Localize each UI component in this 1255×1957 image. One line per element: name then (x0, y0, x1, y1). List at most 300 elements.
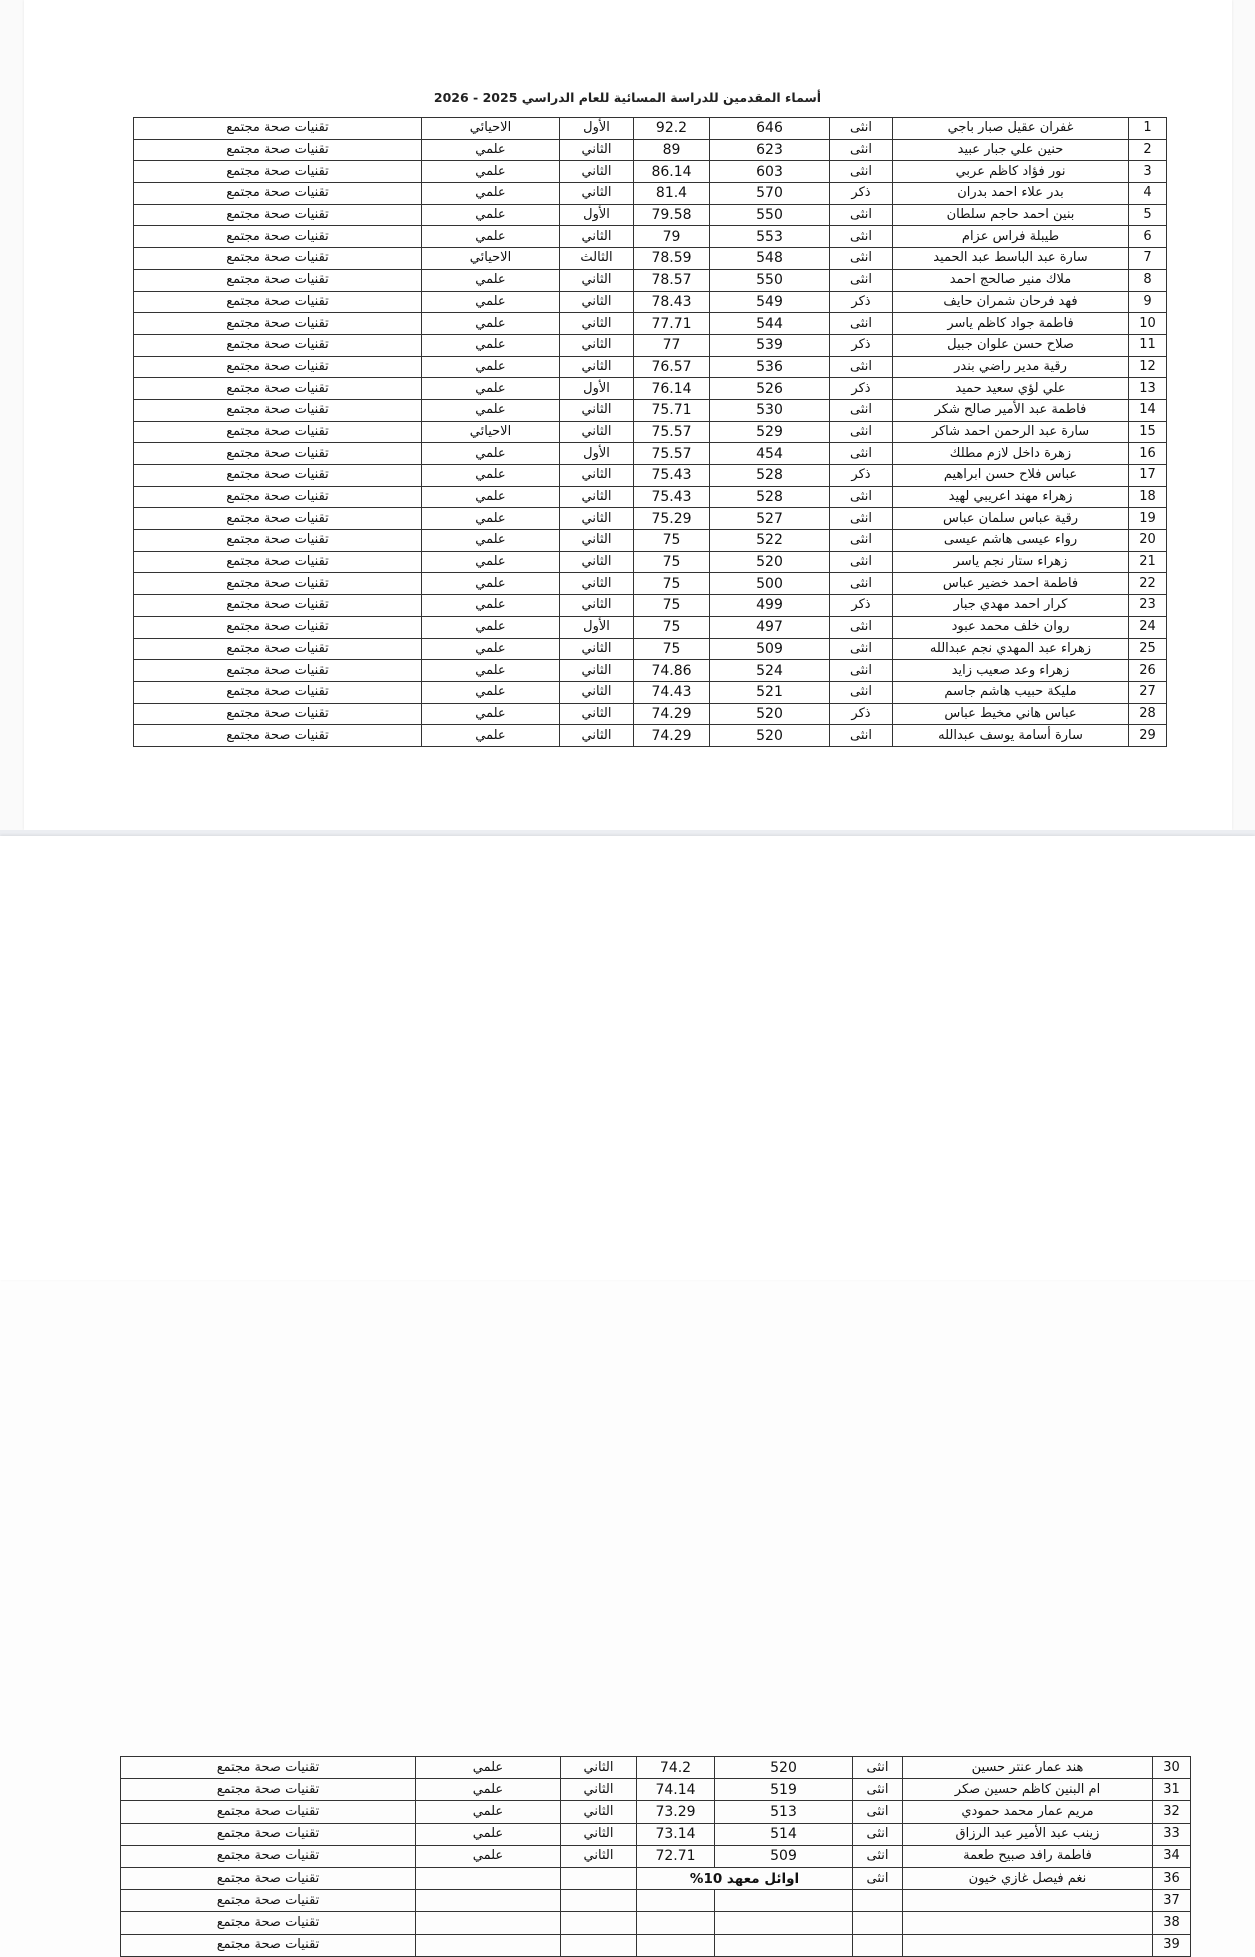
department-cell: تقنيات صحة مجتمع (134, 486, 422, 508)
total-score-cell: 528 (710, 465, 830, 487)
total-score-cell: 570 (710, 183, 830, 205)
branch-cell: علمي (422, 508, 560, 530)
row-number-cell: 4 (1129, 183, 1167, 205)
round-cell (561, 1934, 637, 1956)
row-number-cell: 32 (1153, 1801, 1191, 1823)
table-row (134, 530, 1167, 552)
branch-cell: علمي (422, 595, 560, 617)
gender-cell (853, 1934, 903, 1956)
department-cell: تقنيات صحة مجتمع (134, 378, 422, 400)
table-row (121, 1890, 1191, 1912)
row-number-cell: 28 (1129, 703, 1167, 725)
round-cell: الثاني (560, 226, 634, 248)
student-name-cell: زهراء مهند اعريبي لهيد (893, 486, 1129, 508)
table-row (134, 139, 1167, 161)
student-name-cell: ملاك منير صالحج احمد (893, 269, 1129, 291)
student-name-cell: مريم عمار محمد حمودي (903, 1801, 1153, 1823)
branch-cell: علمي (416, 1823, 561, 1845)
student-name-cell: زهراء ستار نجم ياسر (893, 551, 1129, 573)
department-cell: تقنيات صحة مجتمع (134, 703, 422, 725)
note-merged-cell: اوائل معهد 10% (637, 1867, 853, 1889)
row-number-cell: 20 (1129, 530, 1167, 552)
row-number-cell: 38 (1153, 1912, 1191, 1934)
student-name-cell: فاطمة احمد خضير عباس (893, 573, 1129, 595)
student-name-cell: هند عمار عنتر حسين (903, 1757, 1153, 1779)
department-cell: تقنيات صحة مجتمع (134, 725, 422, 747)
total-score-cell (715, 1890, 853, 1912)
table-row (134, 204, 1167, 226)
row-number-cell: 21 (1129, 551, 1167, 573)
student-name-cell: فاطمة عبد الأمير صالح شكر (893, 399, 1129, 421)
round-cell: الثاني (560, 551, 634, 573)
average-cell: 81.4 (634, 183, 710, 205)
applicants-table-page-2 (120, 1756, 1191, 1957)
student-name-cell: سارة عبد الباسط عبد الحميد (893, 248, 1129, 270)
gender-cell: انثى (830, 573, 893, 595)
student-name-cell (903, 1912, 1153, 1934)
average-cell: 77.71 (634, 313, 710, 335)
row-number-cell: 19 (1129, 508, 1167, 530)
branch-cell: علمي (422, 313, 560, 335)
total-score-cell: 520 (715, 1757, 853, 1779)
row-number-cell: 30 (1153, 1757, 1191, 1779)
total-score-cell: 549 (710, 291, 830, 313)
branch-cell: علمي (416, 1757, 561, 1779)
round-cell: الثاني (560, 638, 634, 660)
department-cell: تقنيات صحة مجتمع (134, 183, 422, 205)
branch-cell: علمي (422, 334, 560, 356)
document-page-2 (0, 836, 1255, 1953)
average-cell: 79 (634, 226, 710, 248)
table-row (134, 443, 1167, 465)
department-cell: تقنيات صحة مجتمع (121, 1934, 416, 1956)
round-cell: الثاني (560, 139, 634, 161)
round-cell: الثاني (560, 508, 634, 530)
round-cell: الثاني (560, 334, 634, 356)
table-row (134, 421, 1167, 443)
row-number-cell: 26 (1129, 660, 1167, 682)
average-cell: 75 (634, 595, 710, 617)
table-row (134, 118, 1167, 140)
department-cell: تقنيات صحة مجتمع (121, 1867, 416, 1889)
round-cell: الأول (560, 204, 634, 226)
branch-cell (416, 1867, 561, 1889)
total-score-cell: 646 (710, 118, 830, 140)
table-row (134, 616, 1167, 638)
round-cell: الثاني (560, 399, 634, 421)
table-row (134, 291, 1167, 313)
table-row (121, 1801, 1191, 1823)
total-score-cell: 529 (710, 421, 830, 443)
branch-cell: علمي (422, 161, 560, 183)
total-score-cell: 497 (710, 616, 830, 638)
row-number-cell: 6 (1129, 226, 1167, 248)
average-cell: 75 (634, 616, 710, 638)
gender-cell: انثى (830, 486, 893, 508)
row-number-cell: 23 (1129, 595, 1167, 617)
table-row (121, 1867, 1191, 1889)
branch-cell: علمي (422, 465, 560, 487)
department-cell: تقنيات صحة مجتمع (121, 1823, 416, 1845)
gender-cell: انثى (830, 161, 893, 183)
student-name-cell: علي لؤي سعيد حميد (893, 378, 1129, 400)
student-name-cell: سارة أسامة يوسف عبدالله (893, 725, 1129, 747)
department-cell: تقنيات صحة مجتمع (134, 508, 422, 530)
department-cell: تقنيات صحة مجتمع (134, 139, 422, 161)
average-cell: 73.14 (637, 1823, 715, 1845)
table-row (134, 638, 1167, 660)
department-cell: تقنيات صحة مجتمع (134, 595, 422, 617)
gender-cell: انثى (830, 681, 893, 703)
branch-cell: علمي (422, 660, 560, 682)
table-row (121, 1934, 1191, 1956)
table-row (134, 725, 1167, 747)
total-score-cell: 524 (710, 660, 830, 682)
gender-cell: انثى (830, 421, 893, 443)
department-cell: تقنيات صحة مجتمع (134, 530, 422, 552)
student-name-cell: بدر علاء احمد بدران (893, 183, 1129, 205)
gender-cell: انثى (830, 204, 893, 226)
branch-cell (416, 1912, 561, 1934)
gender-cell: انثى (853, 1757, 903, 1779)
average-cell: 74.14 (637, 1779, 715, 1801)
average-cell: 75.43 (634, 486, 710, 508)
round-cell: الأول (560, 118, 634, 140)
table-row (134, 161, 1167, 183)
round-cell: الثاني (560, 356, 634, 378)
row-number-cell: 39 (1153, 1934, 1191, 1956)
round-cell: الثاني (560, 421, 634, 443)
department-cell: تقنيات صحة مجتمع (134, 638, 422, 660)
table-row (134, 703, 1167, 725)
round-cell: الأول (560, 443, 634, 465)
table-row (121, 1757, 1191, 1779)
row-number-cell: 9 (1129, 291, 1167, 313)
department-cell: تقنيات صحة مجتمع (134, 313, 422, 335)
student-name-cell: فهد فرحان شمران حايف (893, 291, 1129, 313)
department-cell: تقنيات صحة مجتمع (134, 660, 422, 682)
student-name-cell: غفران عقيل صبار باجي (893, 118, 1129, 140)
department-cell: تقنيات صحة مجتمع (134, 334, 422, 356)
department-cell: تقنيات صحة مجتمع (121, 1890, 416, 1912)
row-number-cell: 12 (1129, 356, 1167, 378)
student-name-cell: رقية مدير راضي بندر (893, 356, 1129, 378)
branch-cell: علمي (422, 269, 560, 291)
department-cell: تقنيات صحة مجتمع (134, 269, 422, 291)
round-cell: الثاني (561, 1823, 637, 1845)
department-cell: تقنيات صحة مجتمع (134, 204, 422, 226)
round-cell: الثاني (560, 725, 634, 747)
department-cell: تقنيات صحة مجتمع (134, 399, 422, 421)
total-score-cell: 539 (710, 334, 830, 356)
branch-cell: علمي (422, 681, 560, 703)
average-cell: 75.57 (634, 421, 710, 443)
student-name-cell: عباس فلاح حسن ابراهيم (893, 465, 1129, 487)
average-cell: 86.14 (634, 161, 710, 183)
department-cell: تقنيات صحة مجتمع (134, 616, 422, 638)
average-cell: 75 (634, 573, 710, 595)
row-number-cell: 8 (1129, 269, 1167, 291)
department-cell: تقنيات صحة مجتمع (134, 443, 422, 465)
branch-cell: علمي (422, 183, 560, 205)
branch-cell: الاحيائي (422, 248, 560, 270)
total-score-cell: 520 (710, 551, 830, 573)
table-row (134, 378, 1167, 400)
average-cell: 92.2 (634, 118, 710, 140)
department-cell: تقنيات صحة مجتمع (134, 573, 422, 595)
total-score-cell: 530 (710, 399, 830, 421)
branch-cell: علمي (416, 1845, 561, 1867)
gender-cell: ذكر (830, 703, 893, 725)
round-cell: الثاني (560, 291, 634, 313)
department-cell: تقنيات صحة مجتمع (134, 356, 422, 378)
student-name-cell: بنين احمد حاجم سلطان (893, 204, 1129, 226)
round-cell: الثاني (560, 660, 634, 682)
table-row (134, 573, 1167, 595)
row-number-cell: 36 (1153, 1867, 1191, 1889)
row-number-cell: 14 (1129, 399, 1167, 421)
gender-cell: ذكر (830, 291, 893, 313)
student-name-cell (903, 1890, 1153, 1912)
average-cell: 75.43 (634, 465, 710, 487)
round-cell: الثاني (561, 1779, 637, 1801)
average-cell: 75 (634, 638, 710, 660)
table-row (134, 508, 1167, 530)
total-score-cell: 550 (710, 204, 830, 226)
branch-cell: علمي (422, 226, 560, 248)
round-cell: الثاني (560, 486, 634, 508)
row-number-cell: 3 (1129, 161, 1167, 183)
row-number-cell: 11 (1129, 334, 1167, 356)
department-cell: تقنيات صحة مجتمع (134, 226, 422, 248)
student-name-cell: كرار احمد مهدي جبار (893, 595, 1129, 617)
department-cell: تقنيات صحة مجتمع (134, 161, 422, 183)
gender-cell: انثى (830, 508, 893, 530)
gender-cell: انثى (853, 1867, 903, 1889)
round-cell (561, 1912, 637, 1934)
row-number-cell: 13 (1129, 378, 1167, 400)
student-name-cell: زهرة داخل لازم مطلك (893, 443, 1129, 465)
total-score-cell: 513 (715, 1801, 853, 1823)
gender-cell: انثى (830, 551, 893, 573)
branch-cell: علمي (422, 291, 560, 313)
table-row (134, 334, 1167, 356)
branch-cell: علمي (422, 551, 560, 573)
average-cell: 78.43 (634, 291, 710, 313)
round-cell: الأول (560, 616, 634, 638)
gender-cell: ذكر (830, 334, 893, 356)
total-score-cell: 500 (710, 573, 830, 595)
row-number-cell: 34 (1153, 1845, 1191, 1867)
row-number-cell: 16 (1129, 443, 1167, 465)
branch-cell: علمي (422, 573, 560, 595)
table-row (134, 551, 1167, 573)
branch-cell: علمي (422, 703, 560, 725)
branch-cell: علمي (422, 139, 560, 161)
branch-cell: علمي (422, 486, 560, 508)
department-cell: تقنيات صحة مجتمع (121, 1845, 416, 1867)
department-cell: تقنيات صحة مجتمع (134, 291, 422, 313)
table-row (134, 486, 1167, 508)
branch-cell: علمي (422, 356, 560, 378)
department-cell: تقنيات صحة مجتمع (134, 118, 422, 140)
total-score-cell: 509 (715, 1845, 853, 1867)
row-number-cell: 33 (1153, 1823, 1191, 1845)
gender-cell: انثى (830, 226, 893, 248)
row-number-cell: 29 (1129, 725, 1167, 747)
student-name-cell (903, 1934, 1153, 1956)
round-cell: الثاني (560, 465, 634, 487)
student-name-cell: عباس هاني مخيط عباس (893, 703, 1129, 725)
branch-cell: علمي (422, 725, 560, 747)
table-row (121, 1845, 1191, 1867)
gender-cell: انثى (830, 313, 893, 335)
average-cell: 75 (634, 530, 710, 552)
table-row (134, 465, 1167, 487)
gender-cell: انثى (830, 725, 893, 747)
average-cell: 75.29 (634, 508, 710, 530)
branch-cell: علمي (422, 399, 560, 421)
student-name-cell: ام البنين كاظم حسين صكر (903, 1779, 1153, 1801)
table-row (134, 399, 1167, 421)
total-score-cell: 527 (710, 508, 830, 530)
department-cell: تقنيات صحة مجتمع (121, 1757, 416, 1779)
gender-cell: انثى (853, 1823, 903, 1845)
table-row (121, 1823, 1191, 1845)
total-score-cell (715, 1912, 853, 1934)
branch-cell: علمي (422, 378, 560, 400)
table-row (134, 248, 1167, 270)
average-cell: 78.57 (634, 269, 710, 291)
branch-cell: علمي (422, 616, 560, 638)
gender-cell: انثى (853, 1779, 903, 1801)
total-score-cell: 550 (710, 269, 830, 291)
branch-cell: علمي (422, 530, 560, 552)
document-page-1 (0, 0, 1255, 832)
average-cell: 74.86 (634, 660, 710, 682)
average-cell: 74.2 (637, 1757, 715, 1779)
table-row (134, 595, 1167, 617)
total-score-cell: 522 (710, 530, 830, 552)
gender-cell: ذكر (830, 465, 893, 487)
gender-cell: انثى (830, 616, 893, 638)
branch-cell: علمي (416, 1801, 561, 1823)
student-name-cell: زهراء عبد المهدي نجم عبدالله (893, 638, 1129, 660)
student-name-cell: فاطمة رافد صبيح طعمة (903, 1845, 1153, 1867)
branch-cell: علمي (422, 443, 560, 465)
average-cell: 89 (634, 139, 710, 161)
round-cell: الثاني (560, 595, 634, 617)
gender-cell (853, 1890, 903, 1912)
row-number-cell: 24 (1129, 616, 1167, 638)
branch-cell: علمي (422, 204, 560, 226)
branch-cell: علمي (422, 638, 560, 660)
total-score-cell: 520 (710, 725, 830, 747)
average-cell: 76.57 (634, 356, 710, 378)
student-name-cell: نور فؤاد كاظم عربي (893, 161, 1129, 183)
total-score-cell: 519 (715, 1779, 853, 1801)
student-name-cell: رواء عيسى هاشم عيسى (893, 530, 1129, 552)
student-name-cell: مليكة حبيب هاشم جاسم (893, 681, 1129, 703)
gender-cell: انثى (830, 443, 893, 465)
branch-cell: الاحيائي (422, 118, 560, 140)
gender-cell: انثى (830, 269, 893, 291)
student-name-cell: فاطمة جواد كاظم ياسر (893, 313, 1129, 335)
round-cell: الثاني (560, 183, 634, 205)
branch-cell (416, 1934, 561, 1956)
row-number-cell: 25 (1129, 638, 1167, 660)
round-cell (561, 1867, 637, 1889)
table-row (121, 1912, 1191, 1934)
total-score-cell: 603 (710, 161, 830, 183)
round-cell: الثاني (560, 313, 634, 335)
row-number-cell: 15 (1129, 421, 1167, 443)
average-cell: 79.58 (634, 204, 710, 226)
round-cell: الثاني (560, 269, 634, 291)
student-name-cell: سارة عبد الرحمن احمد شاكر (893, 421, 1129, 443)
table-row (134, 356, 1167, 378)
table-row (121, 1779, 1191, 1801)
branch-cell: الاحيائي (422, 421, 560, 443)
average-cell: 77 (634, 334, 710, 356)
department-cell: تقنيات صحة مجتمع (134, 421, 422, 443)
applicants-table-page-1 (133, 117, 1167, 747)
total-score-cell: 526 (710, 378, 830, 400)
average-cell: 76.14 (634, 378, 710, 400)
average-cell: 74.29 (634, 703, 710, 725)
row-number-cell: 22 (1129, 573, 1167, 595)
row-number-cell: 37 (1153, 1890, 1191, 1912)
round-cell: الثاني (560, 681, 634, 703)
average-cell: 74.29 (634, 725, 710, 747)
total-score-cell: 509 (710, 638, 830, 660)
total-score-cell: 454 (710, 443, 830, 465)
round-cell: الثاني (560, 161, 634, 183)
student-name-cell: زينب عبد الأمير عبد الرزاق (903, 1823, 1153, 1845)
row-number-cell: 2 (1129, 139, 1167, 161)
row-number-cell: 10 (1129, 313, 1167, 335)
round-cell: الثاني (561, 1845, 637, 1867)
round-cell: الثاني (560, 573, 634, 595)
department-cell: تقنيات صحة مجتمع (134, 248, 422, 270)
round-cell (561, 1890, 637, 1912)
table-row (134, 681, 1167, 703)
department-cell: تقنيات صحة مجتمع (134, 681, 422, 703)
row-number-cell: 1 (1129, 118, 1167, 140)
row-number-cell: 7 (1129, 248, 1167, 270)
department-cell: تقنيات صحة مجتمع (134, 465, 422, 487)
row-number-cell: 18 (1129, 486, 1167, 508)
round-cell: الثاني (560, 703, 634, 725)
gender-cell: انثى (830, 356, 893, 378)
average-cell: 73.29 (637, 1801, 715, 1823)
row-number-cell: 17 (1129, 465, 1167, 487)
department-cell: تقنيات صحة مجتمع (134, 551, 422, 573)
document-title: أسماء المقدمين للدراسة المسائية للعام الدراسي 2025 - 2026 (433, 90, 822, 105)
row-number-cell: 5 (1129, 204, 1167, 226)
gender-cell: انثى (830, 660, 893, 682)
student-name-cell: روان خلف محمد عبود (893, 616, 1129, 638)
average-cell: 75.57 (634, 443, 710, 465)
total-score-cell: 536 (710, 356, 830, 378)
total-score-cell: 623 (710, 139, 830, 161)
gender-cell: انثى (830, 530, 893, 552)
table-row (134, 269, 1167, 291)
student-name-cell: حنين علي جبار عبيد (893, 139, 1129, 161)
gender-cell: انثى (830, 248, 893, 270)
gender-cell: ذكر (830, 183, 893, 205)
table-row (134, 183, 1167, 205)
